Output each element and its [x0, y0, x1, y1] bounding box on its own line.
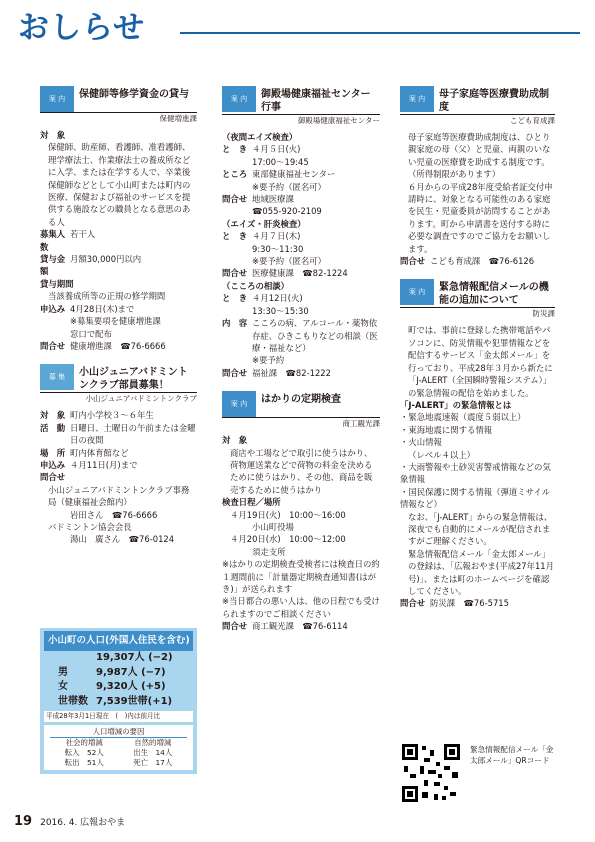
- field-row: [40, 253, 197, 278]
- article-scale-inspection: [222, 391, 380, 633]
- field-key: 問合せ: [222, 621, 248, 632]
- article-title-bar: [400, 86, 555, 115]
- category-tag: 案 内: [222, 391, 256, 417]
- field-key: 募集人数: [40, 229, 66, 252]
- population-rows: [44, 651, 193, 709]
- population-row: [44, 651, 193, 666]
- field-key: 場 所: [40, 447, 66, 458]
- column-middle: [222, 86, 380, 633]
- social-label: 社会的増減: [65, 738, 103, 747]
- field-value: 医療健康課 ☎82-1224: [252, 268, 348, 279]
- field-row: [40, 447, 197, 459]
- text-line: 当該養成所等の正規の修学期間: [48, 291, 166, 302]
- footer: [14, 816, 125, 829]
- field-row: [222, 292, 380, 304]
- field-row: [400, 255, 555, 267]
- row-value: 7,539世帯(+1): [96, 695, 173, 707]
- field-row: [222, 230, 380, 242]
- row-label: [58, 651, 96, 666]
- row-label: 男: [58, 666, 68, 678]
- field-row: [222, 317, 380, 354]
- field-value: 防災課 ☎76-5715: [430, 598, 509, 609]
- text-line: ※はかりの定期検査受検者には検査日の約１週間前に「計量器定期検査通知書(はがき)」が送られます: [222, 559, 380, 594]
- field-key: 申込み: [40, 459, 66, 470]
- page-title: おしらせ: [18, 10, 146, 46]
- field-key: 内 容: [222, 318, 248, 329]
- text-line: 町では、事前に登録した携帯電話やパソコンに、防災情報や犯罪情報などを配信するサービス「金太郎メール」を行っており、平成28年３月から新たに「J-ALERT（全国瞬時警報システム）」の緊急情報の配信を始めました。: [408, 325, 553, 398]
- text-line: ・国民保護に関する情報（弾道ミサイル情報など）: [400, 486, 551, 510]
- population-box: [40, 628, 197, 774]
- text-line: 保健師、助産師、看護師、准看護師、理学療法士、作業療法士の養成所などに入学、または在学する人で、卒業後保健師などとして小山町または町内の医療、保健および福祉のサービスを提供する施設などの職員となる意思のある人: [48, 142, 191, 227]
- field-value: こども育成課 ☎76-6126: [430, 256, 535, 267]
- article-title-bar: [222, 86, 380, 115]
- text-line: 対 象: [222, 435, 248, 446]
- in-count: 転入 52人: [64, 748, 104, 757]
- department-label: 防災課: [532, 309, 555, 319]
- field-value: こころの病、アルコール・薬物依存症、ひきこもりなどの相談（医療・福祉など）: [252, 318, 378, 353]
- article-title: 小山ジュニアバドミントンクラブ部員募集！: [79, 367, 188, 392]
- field-value: 商工観光課 ☎76-6114: [252, 621, 348, 632]
- field-key: 問合せ: [40, 340, 66, 351]
- field-value: ４月12日(火): [252, 293, 303, 304]
- article-single-parent: [400, 86, 555, 267]
- field-value: 福祉課 ☎82-1222: [252, 367, 331, 378]
- text-line: ※募集要項を健康増進課: [70, 316, 161, 327]
- field-row: [222, 168, 380, 180]
- field-row: [40, 409, 197, 421]
- category-tag: 案 内: [40, 86, 74, 112]
- field-row: [222, 367, 380, 379]
- population-factors: [44, 725, 193, 770]
- field-value: 町内小学校３～６年生: [70, 410, 154, 421]
- article-emergency-mail: [400, 279, 555, 609]
- field-key: 問合せ: [222, 367, 248, 378]
- text-line: （エイズ・肝炎検査）: [222, 218, 306, 229]
- field-value: 町内体育館など: [70, 447, 129, 458]
- text-line: 母子家庭等医療費助成制度は、ひとり親家庭の母（父）と児童、両親のいない児童の医療費を助成する制度です。（所得制限があります）: [408, 132, 551, 180]
- field-key: 問合せ: [400, 598, 426, 609]
- row-value: 9,320人 (+5): [96, 681, 166, 692]
- field-key: 問合せ: [222, 268, 248, 279]
- field-key: 申込み: [40, 303, 66, 314]
- article-title-bar: [222, 391, 380, 418]
- text-line: ・火山情報: [400, 437, 442, 448]
- text-line: 問合せ: [40, 472, 66, 483]
- field-row: [222, 193, 380, 205]
- population-title: 小山町の人口(外国人住民を含む): [44, 631, 193, 651]
- field-value: 東部健康福祉センター: [252, 169, 336, 180]
- article-title: 緊急情報配信メールの機能の追加について: [439, 282, 549, 307]
- article-title-bar: [40, 364, 197, 393]
- column-left: [40, 86, 197, 546]
- field-key: 問合せ: [400, 256, 426, 267]
- article-health-center: [222, 86, 380, 379]
- category-tag: 募 集: [40, 364, 74, 390]
- text-line: ６月からの平成28年度受給者証交付申請時に、対象となる可能性のある家庭を民生・児童委員が訪問することがあります。町から申請書を送付する時に必要な調査ですのでご協力をお願いします。: [408, 181, 553, 254]
- text-line: 17:00～19:45: [252, 156, 309, 167]
- row-value: 19,307人 (−2): [96, 652, 173, 663]
- row-label: 女: [58, 681, 68, 692]
- field-row: [222, 620, 380, 632]
- birth-count: 出生 14人: [133, 748, 173, 757]
- field-row: [400, 597, 555, 609]
- field-key: 貸与金額: [40, 254, 66, 277]
- natural-label: 自然的増減: [134, 738, 172, 747]
- text-line: 「J-ALERT」の緊急情報とは: [400, 399, 512, 410]
- text-line: 貸与期間: [40, 278, 74, 289]
- article-badminton: [40, 364, 197, 545]
- row-label: 世帯数: [58, 695, 88, 707]
- field-row: [40, 459, 197, 471]
- department-label: 小山ジュニアバドミントンクラブ: [85, 394, 197, 404]
- population-note: 平成28年3月1日現在 ( )内は前月比: [44, 711, 193, 722]
- field-value: 健康増進課 ☎76-6666: [70, 340, 166, 351]
- text-line: ☎055-920-2109: [252, 206, 322, 217]
- text-line: ※要予約（匿名可）: [252, 256, 327, 267]
- field-row: [222, 267, 380, 279]
- field-value: 月額30,000円以内: [70, 254, 142, 265]
- text-line: なお、「J-ALERT」からの緊急情報は、深夜でも自動的にメールが配信されますがご理解ください。: [408, 511, 553, 547]
- field-key: 対 象: [40, 410, 66, 421]
- text-line: 9:30～11:30: [252, 243, 304, 254]
- article-title: 御殿場健康福祉センター行事: [261, 89, 371, 113]
- field-value: 地域医療課: [252, 194, 294, 205]
- population-row: [44, 695, 193, 710]
- page-number: 19: [14, 814, 33, 829]
- field-value: 若干人: [70, 229, 96, 240]
- title-rule: [180, 32, 580, 34]
- row-value: 9,987人 (−7): [96, 666, 166, 678]
- text-line: 小山町役場: [252, 521, 294, 532]
- text-line: 13:30～15:30: [252, 305, 309, 316]
- population-row: [44, 666, 193, 681]
- article-title-bar: [400, 279, 555, 308]
- text-line: 対 象: [40, 130, 66, 140]
- text-line: （レベル４以上）: [408, 449, 475, 460]
- field-key: 問合せ: [222, 194, 248, 205]
- field-row: [40, 422, 197, 447]
- text-line: 窓口で配布: [70, 328, 112, 339]
- article-title: 母子家庭等医療費助成制度: [439, 89, 549, 113]
- article-title-bar: [40, 86, 197, 113]
- out-count: 転出 51人: [64, 758, 104, 767]
- category-tag: 案 内: [222, 86, 256, 112]
- text-line: 岩田さん ☎76-6666: [70, 509, 158, 520]
- text-line: ４月19日(火) 10:00～16:00: [230, 509, 346, 520]
- text-line: ※要予約（匿名可）: [252, 181, 327, 192]
- text-line: ・緊急地震速報（震度５弱以上）: [400, 412, 526, 423]
- field-value: ４月７日(木): [252, 231, 301, 242]
- department-label: 商工観光課: [342, 419, 380, 429]
- footer-text: 2016. 4. 広報おやま: [40, 818, 126, 828]
- field-row: [40, 303, 197, 315]
- field-value: 4月28日(木)まで: [70, 303, 135, 314]
- text-line: 須走支所: [252, 546, 286, 557]
- article-nursing-loan: [40, 86, 197, 352]
- department-label: こども育成課: [510, 116, 555, 125]
- text-line: ※要予約: [252, 355, 285, 366]
- category-tag: 案 内: [400, 279, 434, 305]
- text-line: ・東海地震に関する情報: [400, 424, 493, 435]
- qr-code: [400, 742, 462, 804]
- department-label: 保健増進課: [159, 114, 197, 123]
- text-line: （夜間エイズ検査）: [222, 132, 298, 142]
- text-line: バドミントン協会会長: [48, 521, 132, 532]
- death-count: 死亡 17人: [133, 758, 173, 767]
- text-line: ４月20日(水) 10:00～12:00: [230, 534, 346, 545]
- article-title: はかりの定期検査: [261, 394, 341, 406]
- field-key: ところ: [222, 169, 248, 180]
- text-line: （こころの相談）: [222, 280, 289, 291]
- text-line: 検査日程／場所: [222, 497, 281, 508]
- text-line: 小山ジュニアバドミントンクラブ事務局（健康福祉会館内）: [48, 484, 190, 508]
- qr-caption: 緊急情報配信メール「金太郎メール」QRコード: [470, 745, 554, 765]
- text-line: 商店や工場などで取引に使うはかり、荷物運送業などで荷物の料金を決めるために使うはかり、その他、商品を販売するために使うはかり: [230, 447, 373, 495]
- field-value: 日曜日、土曜日の午前または金曜日の夜間: [70, 422, 196, 446]
- field-value: ４月11日(月)まで: [70, 459, 138, 470]
- factors-title: 人口増減の要因: [50, 727, 187, 738]
- field-key: 活 動: [40, 422, 66, 433]
- field-row: [40, 228, 197, 253]
- field-value: ４月５日(火): [252, 144, 301, 155]
- population-row: [44, 680, 193, 695]
- article-title: 保健師等修学資金の貸与: [79, 89, 189, 100]
- field-row: [40, 340, 197, 352]
- category-tag: 案 内: [400, 86, 434, 112]
- text-line: ※当日都合の悪い人は、他の日程でも受けられますのでご相談ください: [222, 596, 380, 619]
- field-key: と き: [222, 231, 248, 242]
- text-line: 緊急情報配信メール「金太郎メール」の登録は、「広報おやま(平成27年11月号)」、または町のホームページを確認してください。: [408, 548, 555, 596]
- department-label: 御殿場健康福祉センター: [297, 116, 380, 125]
- column-right: [400, 86, 555, 610]
- field-key: と き: [222, 293, 248, 304]
- text-line: 湯山 廣さん ☎76-0124: [70, 534, 175, 545]
- text-line: ・大雨警報や土砂災害警戒情報などの気象情報: [400, 461, 551, 485]
- field-key: と き: [222, 144, 248, 155]
- field-row: [222, 143, 380, 155]
